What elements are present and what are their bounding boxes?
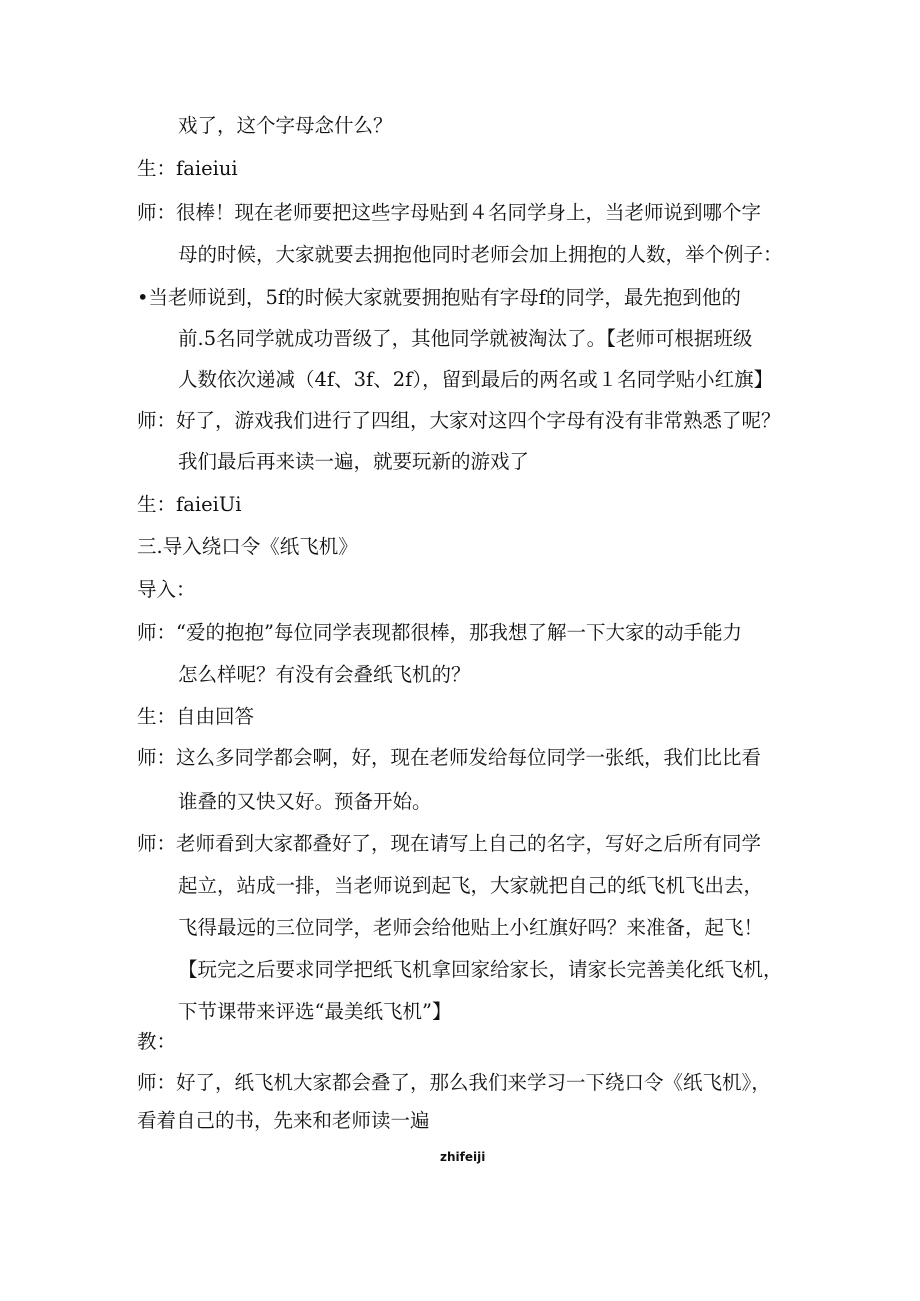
text-line: 戏了，这个字母念什么？ — [178, 114, 393, 137]
text-line: 我们最后再来读一遍，就要玩新的游戏了 — [178, 450, 530, 473]
text-line: 师：这么多同学都会啊，好，现在老师发给每位同学一张纸，我们比比看 — [137, 746, 762, 769]
text-line: 教： — [137, 1030, 177, 1053]
text-line: 师：很棒！现在老师要把这些字母贴到４名同学身上，当老师说到哪个字 — [137, 201, 762, 224]
text-line: •当老师说到，5f的时候大家就要拥抱贴有字母f的同学，最先抱到他的 — [137, 286, 741, 309]
text-line: 生：自由回答 — [137, 705, 255, 728]
text-line: 人数依次递减（4f、3f、2f），留到最后的两名或１名同学贴小红旗】 — [178, 368, 774, 391]
text-line: 前.5名同学就成功晋级了，其他同学就被淘汰了。【老师可根据班级 — [178, 327, 753, 350]
text-line: 生：faieiUi — [137, 493, 242, 516]
text-line: 师：好了，纸飞机大家都会叠了，那么我们来学习一下绕口令《纸飞机》， — [137, 1071, 771, 1094]
text-line: 师：好了，游戏我们进行了四组，大家对这四个字母有没有非常熟悉了呢？ — [137, 409, 781, 432]
text-line: 师：老师看到大家都叠好了，现在请写上自己的名字，写好之后所有同学 — [137, 832, 762, 855]
text-line: 导入： — [137, 578, 196, 601]
text-line: 谁叠的又快又好。预备开始。 — [178, 790, 432, 813]
section-heading: 三.导入绕口令《纸飞机》 — [137, 535, 358, 558]
text-line: 母的时候，大家就要去拥抱他同时老师会加上拥抱的人数，举个例子： — [178, 243, 783, 266]
text-line: 【玩完之后要求同学把纸飞机拿回家给家长，请家长完善美化纸飞机， — [178, 958, 783, 981]
pinyin-label: zhifeiji — [440, 1150, 486, 1164]
text-line: 怎么样呢？有没有会叠纸飞机的？ — [178, 663, 471, 686]
text-line: 师：“爱的抱抱”每位同学表现都很棒，那我想了解一下大家的动手能力 — [137, 621, 742, 644]
text-line: 下节课带来评选“最美纸飞机”】 — [178, 1000, 452, 1023]
text-line: 生：faieiui — [137, 157, 238, 180]
text-line: 看着自己的书，先来和老师读一遍 — [137, 1109, 430, 1132]
text-line: 起立，站成一排，当老师说到起飞，大家就把自己的纸飞机飞出去， — [178, 874, 764, 897]
text-line: 飞得最远的三位同学，老师会给他贴上小红旗好吗？来准备，起飞！ — [178, 916, 764, 939]
